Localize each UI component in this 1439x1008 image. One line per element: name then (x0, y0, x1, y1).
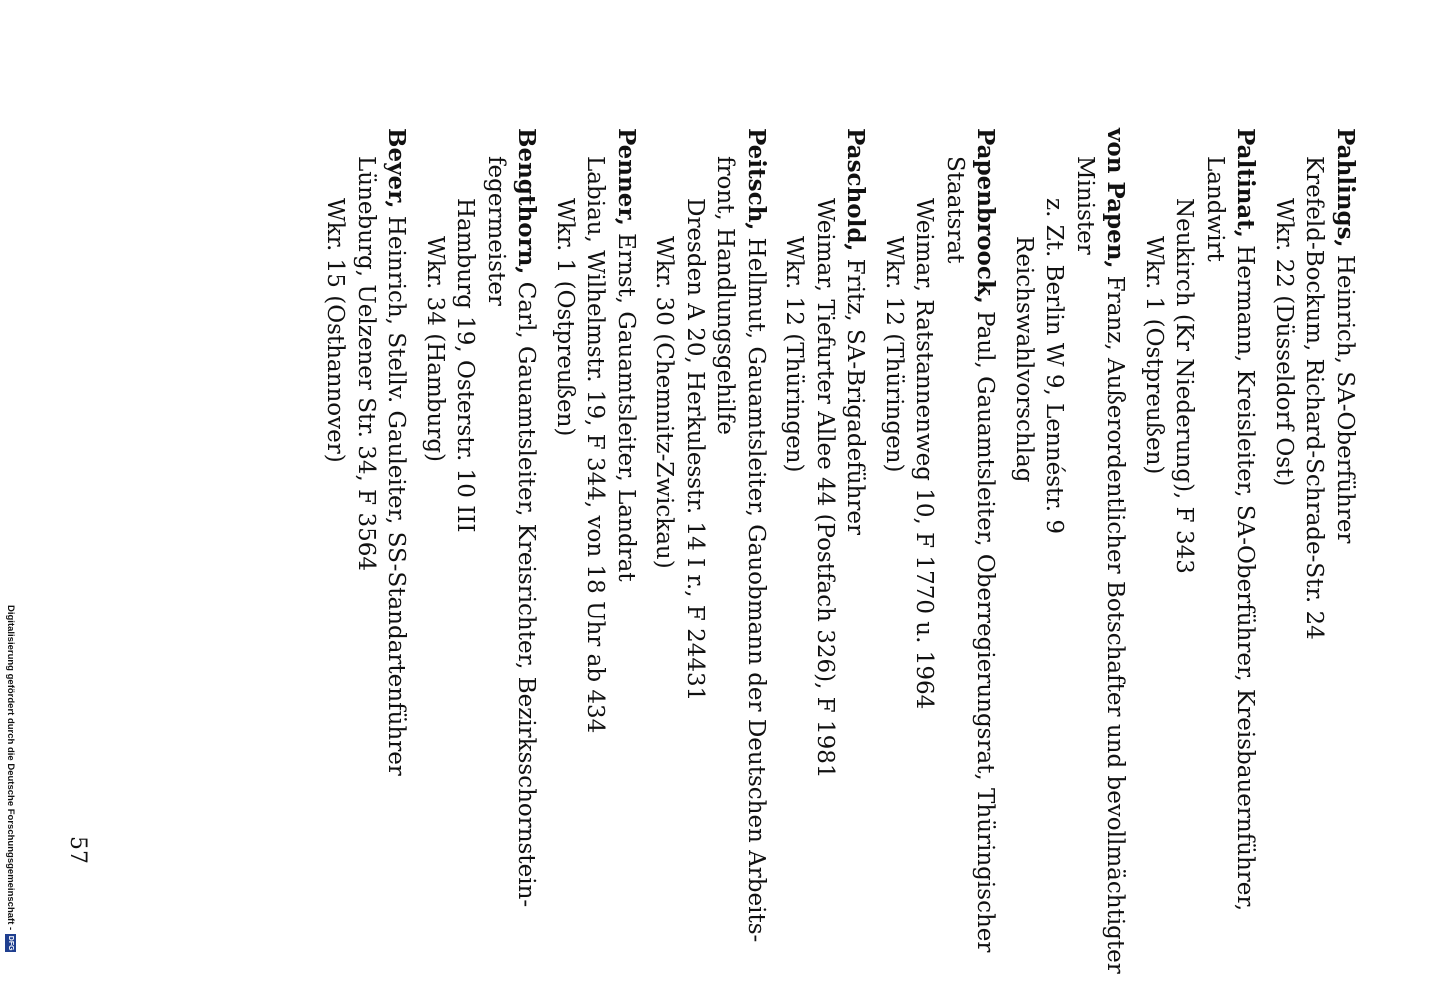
footer-text: Digitalisierung gefördert durch die Deutsche Forschungsgemeinschaft - (5, 605, 16, 931)
entry-text: Heinrich, Stellv. Gauleiter, SS-Standartenführer (383, 215, 410, 776)
entry-text: Wkr. 22 (Düsseldorf Ost) (1271, 198, 1297, 487)
entry-line (550, 128, 581, 1008)
entry-text: Staatsrat (942, 156, 968, 264)
entry-text: Wkr. 30 (Chemnitz-Zwickau) (651, 236, 678, 569)
digitization-footer (5, 605, 16, 995)
entry-line (320, 128, 351, 1008)
entry-text: Reichswahlvorschlag (1011, 236, 1037, 483)
entry-text: front, Handlungsgehilfe (712, 156, 739, 435)
entry-line (1230, 128, 1261, 1008)
entry-line (1039, 128, 1070, 1008)
entry-text: Wkr. 1 (Ostpreußen) (552, 198, 578, 437)
entry-text: Lüneburg, Uelzener Str. 34, F 3564 (353, 156, 379, 571)
page-number: 57 (65, 836, 90, 864)
entry-name: Papenbroock, (972, 128, 1000, 304)
entry-text: Weimar, Ratstannenweg 10, F 1770 u. 1964 (911, 198, 938, 710)
directory-entry (649, 128, 771, 1008)
entry-line (779, 128, 810, 1008)
entry-line (1200, 128, 1231, 1008)
entry-name: von Papen, (1102, 128, 1130, 269)
entry-line (970, 128, 1001, 1008)
entry-text: Wkr. 12 (Thüringen) (781, 236, 808, 473)
entry-text: Wkr. 15 (Osthannover) (322, 198, 349, 463)
entry-line (450, 128, 481, 1008)
entry-text: Wkr. 34 (Hamburg) (422, 236, 448, 463)
entry-line (481, 128, 512, 1008)
entry-line (580, 128, 611, 1008)
entry-line (909, 128, 940, 1008)
entry-line (1070, 128, 1101, 1008)
entry-text: Labiau, Wilhelmstr. 19, F 344, von 18 Uhr ab 434 (582, 156, 609, 734)
entry-text: Weimar, Tiefurter Allee 44 (Postfach 326), F 1981 (812, 198, 838, 779)
entry-line (381, 128, 412, 1008)
directory-entry (320, 128, 412, 1008)
entry-text: fegermeister (483, 156, 509, 306)
entry-list (320, 128, 1360, 1008)
entry-text: Dresden A 20, Herkulesstr. 14 I r., F 24431 (682, 198, 708, 702)
entry-line (1269, 128, 1300, 1008)
entry-name: Beyer, (383, 128, 411, 209)
entry-text: Neukirch (Kr Niederung), F 343 (1171, 198, 1198, 574)
directory-entry (1009, 128, 1131, 1008)
entry-text: Wkr. 1 (Ostpreußen) (1141, 236, 1167, 475)
entry-line (1169, 128, 1200, 1008)
entry-line (879, 128, 910, 1008)
entry-text: Hamburg 19, Osterstr. 10 III (452, 198, 479, 533)
entry-line (1299, 128, 1330, 1008)
entry-name: Paltinat, (1232, 128, 1260, 238)
entry-name: Pahlings, (1332, 128, 1359, 248)
directory-entry (879, 128, 1001, 1008)
entry-text: Krefeld-Bockum, Richard-Schrade-Str. 24 (1301, 156, 1328, 640)
entry-line (940, 128, 971, 1008)
entry-text: Landwirt (1202, 156, 1228, 262)
entry-line (611, 128, 642, 1008)
entry-line (1330, 128, 1361, 1008)
entry-text: Wkr. 12 (Thüringen) (881, 236, 907, 473)
entry-line (710, 128, 741, 1008)
entry-text: Heinrich, SA-Oberführer (1332, 254, 1358, 544)
entry-text: Ernst, Gauamtsleiter, Landrat (613, 233, 639, 582)
entry-line (840, 128, 871, 1008)
directory-entry (1139, 128, 1261, 1008)
entry-text: Hermann, Kreisleiter, SA-Oberführer, Kreisbauernführer, (1232, 245, 1259, 912)
directory-entry (779, 128, 871, 1008)
directory-entry (1269, 128, 1361, 1008)
entry-line (351, 128, 382, 1008)
entry-text: Carl, Gauamtsleiter, Kreisrichter, Bezirksschornstein- (513, 281, 540, 908)
entry-text: Paul, Gauamtsleiter, Oberregierungsrat, Thüringischer (972, 311, 999, 953)
entry-text: z. Zt. Berlin W 9, Lennéstr. 9 (1041, 198, 1068, 535)
entry-line (420, 128, 451, 1008)
entry-name: Paschold, (842, 128, 870, 252)
entry-line (680, 128, 711, 1008)
entry-line (741, 128, 772, 1008)
entry-line (1009, 128, 1040, 1008)
directory-entry (420, 128, 542, 1008)
entry-text: Fritz, SA-Brigadeführer (842, 258, 869, 535)
entry-line (1139, 128, 1170, 1008)
entry-line (1100, 128, 1131, 1008)
entry-text: Hellmut, Gauamtsleiter, Gauobmann der Deutschen Arbeits- (743, 237, 769, 943)
entry-text: Franz, Außerordentlicher Botschafter und bevollmächtigter (1102, 275, 1129, 974)
entry-text: Minister (1072, 156, 1098, 255)
entry-name: Penner, (613, 128, 640, 226)
entry-name: Bengthorn, (513, 128, 541, 275)
entry-name: Peitsch, (743, 128, 770, 231)
directory-entry (550, 128, 642, 1008)
dfg-logo: DFG (7, 935, 14, 951)
entry-line (649, 128, 680, 1008)
entry-line (810, 128, 841, 1008)
entry-line (511, 128, 542, 1008)
